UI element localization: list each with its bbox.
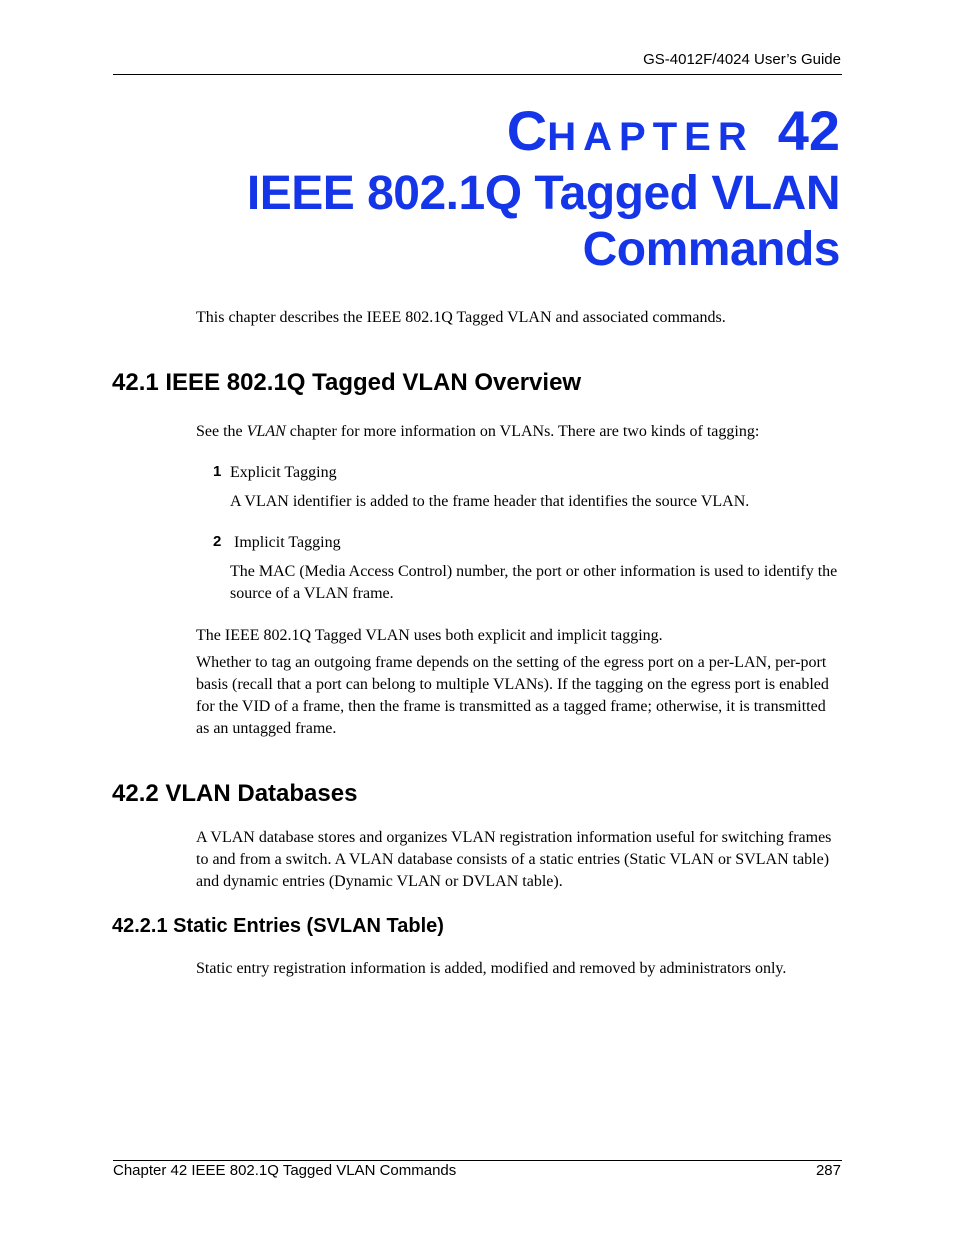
running-footer: Chapter 42 IEEE 802.1Q Tagged VLAN Commands: [113, 1162, 457, 1179]
footer-divider: [113, 1160, 842, 1161]
overview-paragraph-2: The IEEE 802.1Q Tagged VLAN uses both explicit and implicit tagging.: [196, 627, 663, 644]
vlan-chapter-link[interactable]: VLAN: [246, 423, 286, 440]
running-header: GS-4012F/4024 User’s Guide: [643, 51, 841, 68]
page-number: 287: [815, 1162, 841, 1179]
overview-paragraph-1: [196, 421, 846, 443]
list-item-description: The MAC (Media Access Control) number, the port or other information is used to identify the source of a VLAN frame.: [230, 563, 838, 602]
list-item-title: Implicit Tagging: [234, 534, 341, 551]
section-heading-vlan-databases: 42.2 VLAN Databases: [112, 780, 358, 807]
overview-p1-after: chapter for more information on VLANs. There are two kinds of tagging:: [285, 423, 760, 440]
header-divider: [113, 74, 842, 75]
chapter-number: 42: [777, 99, 840, 162]
list-item-title: Explicit Tagging: [230, 464, 337, 481]
vlan-databases-paragraph: A VLAN database stores and organizes VLAN registration information useful for switching frames to and from a switch. A VLAN database consists of a static entries (Static VLAN or SVLAN table) and dynamic entries (Dynamic VLAN or DVLAN table).: [196, 829, 832, 890]
subsection-heading-static-entries: 42.2.1 Static Entries (SVLAN Table): [112, 915, 444, 937]
overview-paragraph-3: Whether to tag an outgoing frame depends on the setting of the egress port on a per-LAN, per-port basis (recall that a port can belong to multiple VLANs). If the tagging on the egress port is enabled for the VID of a frame, then the frame is transmitted as a tagged frame; otherwise, it is transmitted as an untagged frame.: [196, 654, 829, 737]
list-item-number: 2: [213, 533, 222, 550]
chapter-label: [507, 98, 840, 163]
overview-p1-before: See the: [196, 423, 247, 440]
static-entries-paragraph: Static entry registration information is added, modified and removed by administrators only.: [196, 960, 787, 977]
section-heading-overview: 42.1 IEEE 802.1Q Tagged VLAN Overview: [112, 369, 582, 396]
chapter-label-initial: C: [506, 99, 548, 162]
intro-paragraph: This chapter describes the IEEE 802.1Q Tagged VLAN and associated commands.: [196, 309, 726, 326]
chapter-title-line1: IEEE 802.1Q Tagged VLAN: [246, 167, 840, 220]
list-item-description: A VLAN identifier is added to the frame header that identifies the source VLAN.: [230, 493, 750, 510]
chapter-title: [120, 166, 840, 278]
chapter-title-line2: Commands: [582, 223, 840, 276]
list-item-number: 1: [213, 463, 222, 480]
chapter-label-rest: HAPTER: [547, 115, 754, 159]
